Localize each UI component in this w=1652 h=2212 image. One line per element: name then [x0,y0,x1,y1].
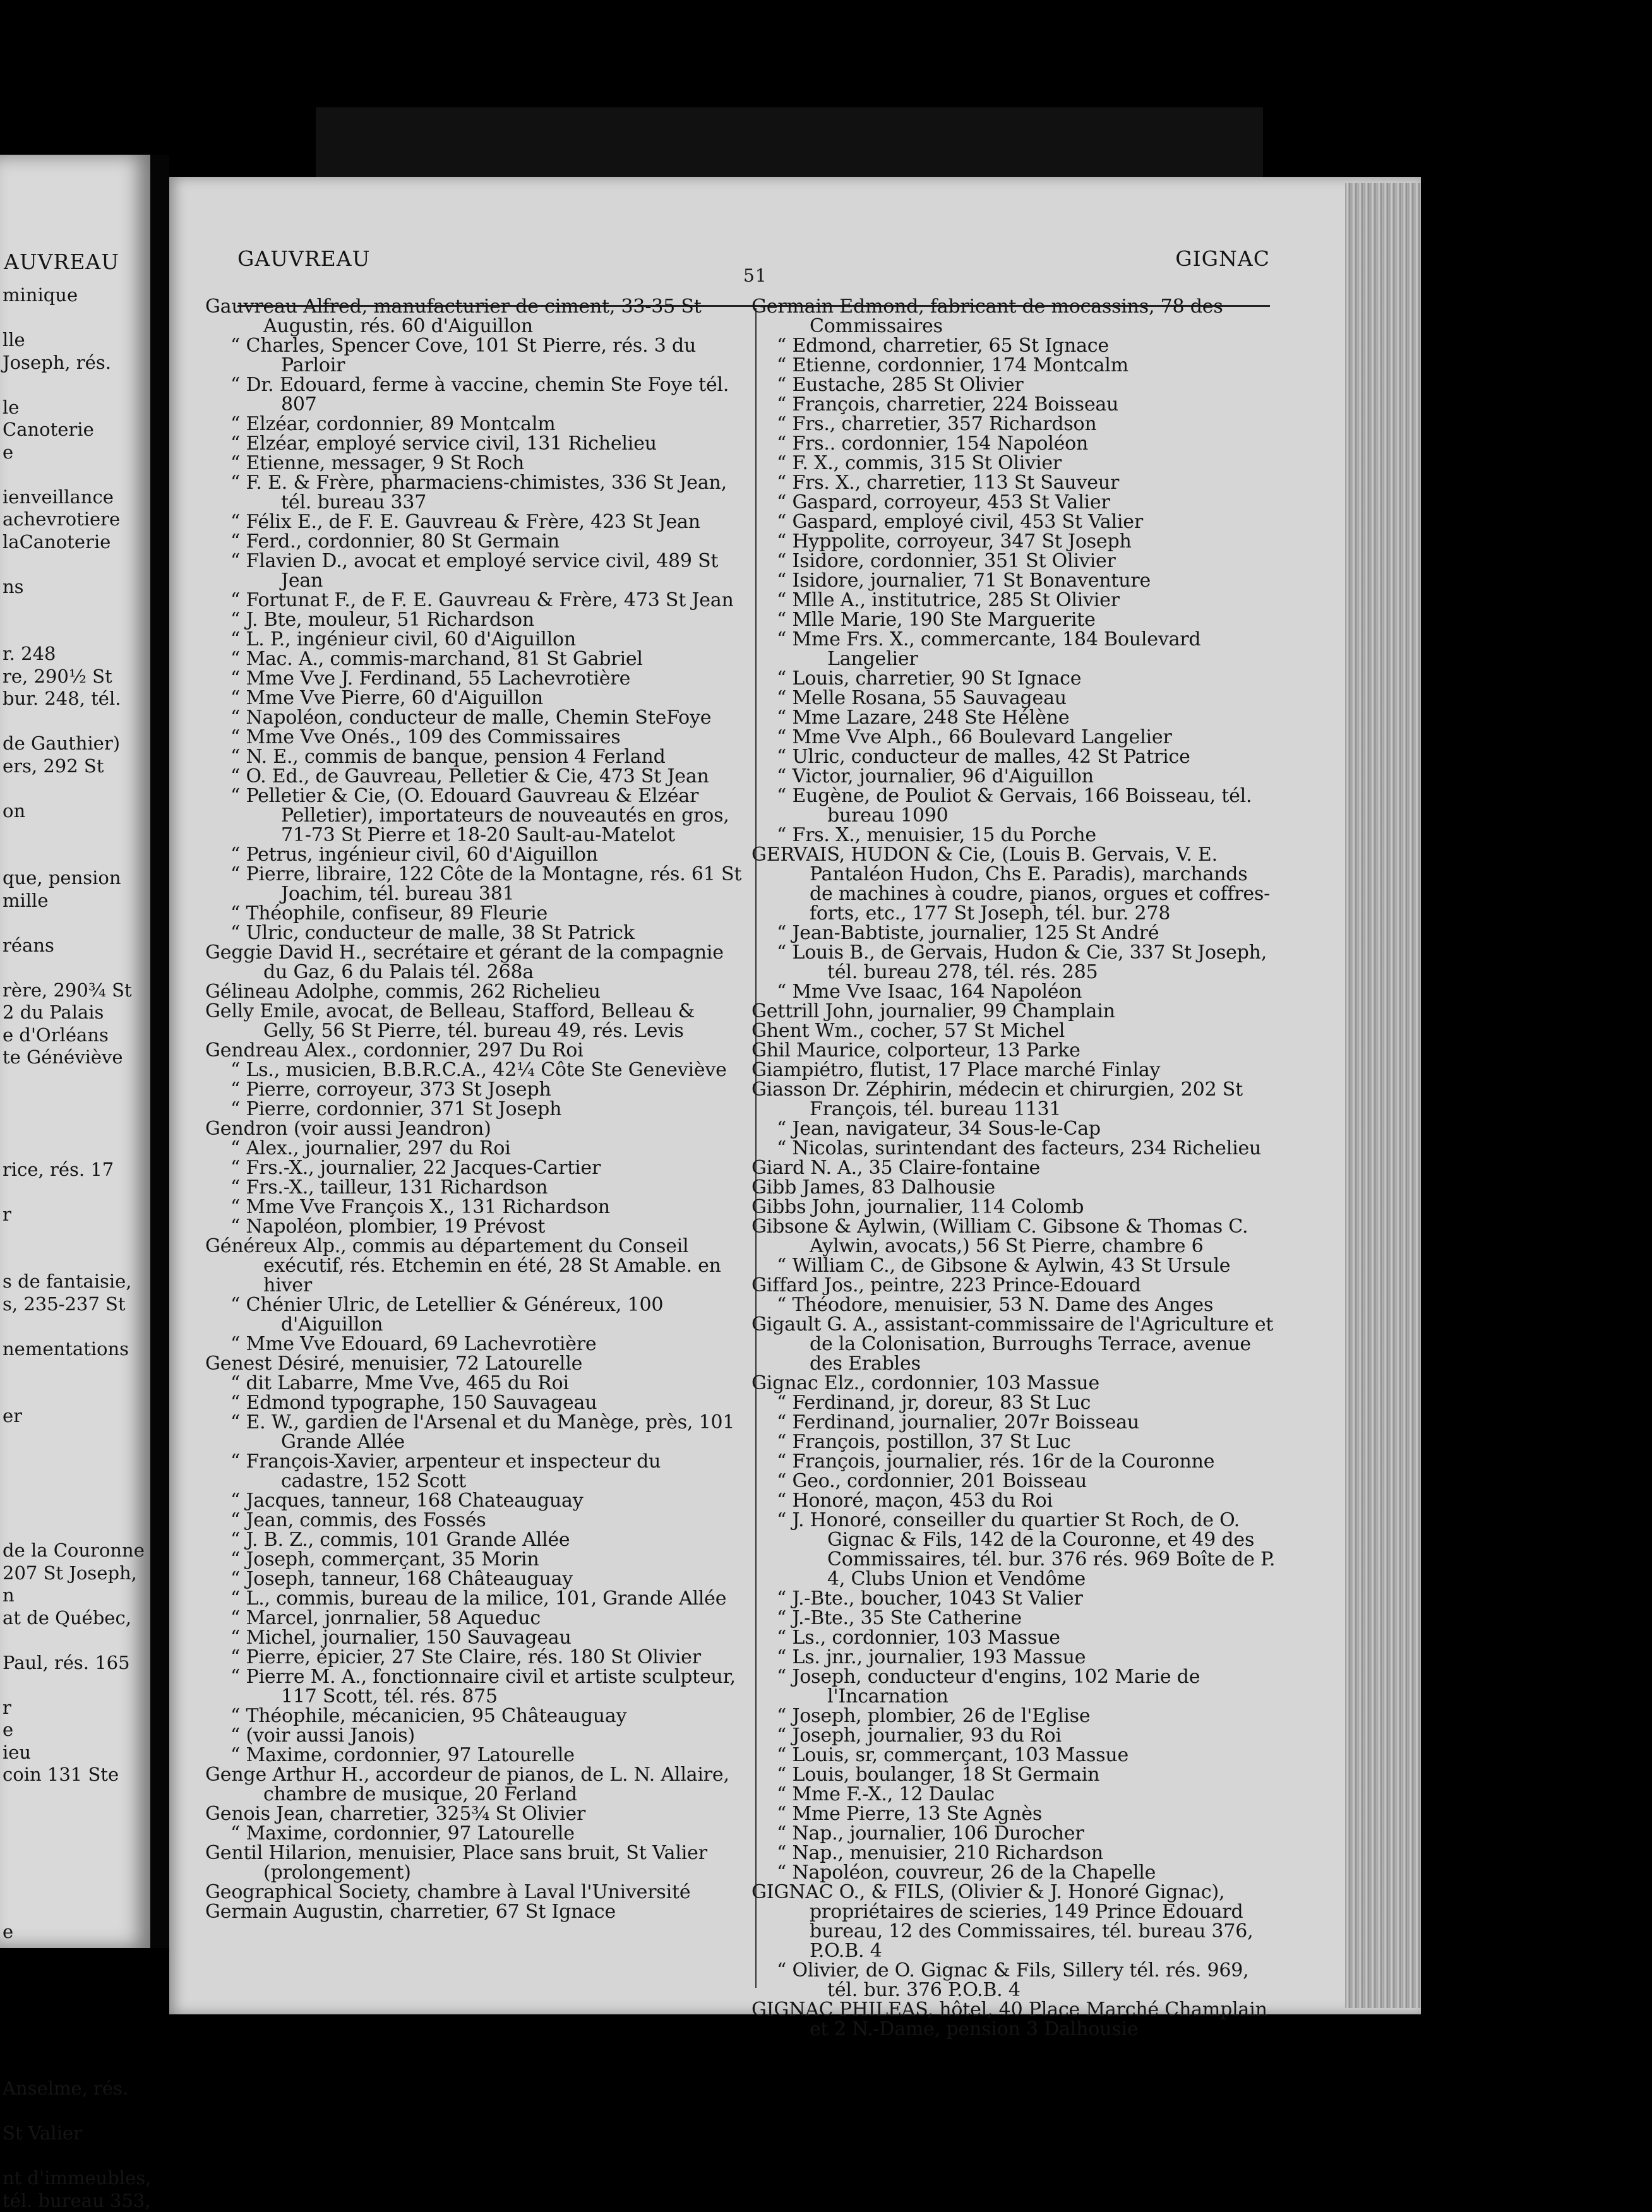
directory-entry: “ Maxime, cordonnier, 97 Latourelle [205,1824,750,1843]
facing-page-text [3,284,150,2212]
directory-entry: “ Pelletier & Cie, (O. Edouard Gauvreau & Elzéar Pelletier), importateurs de nouveautés en gros, 71-73 St Pierre et 18-20 Sault-au-Matelot [205,786,750,845]
facing-page-line [3,1853,150,1876]
directory-entry: “ J. B. Z., commis, 101 Grande Allée [205,1530,750,1550]
directory-entry: “ Louis, charretier, 90 St Ignace [751,669,1276,688]
directory-entry: “ Mlle A., institutrice, 285 St Olivier [751,590,1276,610]
facing-page-line [3,1181,150,1204]
directory-entry: Gentil Hilarion, menuisier, Place sans bruit, St Valier (prolongement) [205,1843,750,1882]
directory-entry: “ F. X., commis, 315 St Olivier [751,453,1276,473]
directory-entry: “ Petrus, ingénieur civil, 60 d'Aiguillon [205,845,750,864]
directory-entry: “ Elzéar, employé service civil, 131 Richelieu [205,434,750,453]
directory-entry: “ Mme Vve Edouard, 69 Lachevrotière [205,1334,750,1354]
directory-entry: “ Frs., charretier, 357 Richardson [751,414,1276,434]
facing-page-line [3,1428,150,1450]
directory-entry: “ Mac. A., commis-marchand, 81 St Gabriel [205,649,750,669]
directory-entry: “ Elzéar, cordonnier, 89 Montcalm [205,414,750,434]
facing-page-line [3,374,150,397]
directory-entry: “ L. P., ingénieur civil, 60 d'Aiguillon [205,630,750,649]
directory-entry: “ Pierre, libraire, 122 Côte de la Montagne, rés. 61 St Joachim, tél. bureau 381 [205,864,750,904]
directory-entry: “ J. Bte, mouleur, 51 Richardson [205,610,750,630]
directory-entry: “ Pierre, cordonnier, 371 St Joseph [205,1099,750,1119]
facing-page-line: s de fantaisie, [3,1270,150,1293]
facing-page-line: réans [3,935,150,957]
directory-entry: “ Napoléon, plombier, 19 Prévost [205,1217,750,1236]
facing-page-line [3,1360,150,1383]
facing-page-line [3,1248,150,1271]
facing-page-line [3,1674,150,1697]
directory-entry: “ Jacques, tanneur, 168 Chateauguay [205,1491,750,1510]
facing-page-line [3,845,150,868]
facing-page-line: rice, rés. 17 [3,1159,150,1181]
facing-page-line [3,1069,150,1092]
book-gutter [150,155,169,1948]
directory-entry: “ Ls. jnr., journalier, 193 Massue [751,1647,1276,1667]
scan-background-top [316,107,1263,183]
facing-page-line [3,1226,150,1248]
directory-entry: “ Nap., menuisier, 210 Richardson [751,1843,1276,1863]
directory-entry: “ Mme Vve J. Ferdinand, 55 Lachevrotière [205,669,750,688]
facing-page-line: nt d'immeubles, [3,2167,150,2190]
directory-entry: “ O. Ed., de Gauvreau, Pelletier & Cie, 473 St Jean [205,767,750,786]
directory-entry: “ Joseph, plombier, 26 de l'Eglise [751,1706,1276,1726]
directory-entry: “ Etienne, cordonnier, 174 Montcalm [751,356,1276,375]
facing-page-line [3,307,150,330]
facing-page-line [3,2055,150,2078]
facing-page-line [3,1136,150,1159]
directory-entry: Giard N. A., 35 Claire-fontaine [751,1158,1276,1178]
directory-entry: “ Mme Frs. X., commercante, 184 Boulevard Langelier [751,630,1276,669]
directory-column-right [751,297,1276,2039]
facing-page-line: e [3,1719,150,1742]
facing-page-line: de Gauthier) [3,732,150,755]
directory-entry: “ Théophile, confiseur, 89 Fleurie [205,904,750,923]
facing-page-line: 2 du Palais [3,1001,150,1024]
directory-entry: “ Joseph, commerçant, 35 Morin [205,1550,750,1569]
directory-entry: “ Ferd., cordonnier, 80 St Germain [205,532,750,551]
facing-page-line: rère, 290¾ St [3,979,150,1002]
directory-entry: “ Mme Vve Isaac, 164 Napoléon [751,982,1276,1001]
directory-entry: “ François, journalier, rés. 16r de la Couronne [751,1452,1276,1471]
directory-entry: “ Mme Vve Pierre, 60 d'Aiguillon [205,688,750,708]
facing-page-line [3,912,150,935]
directory-entry: “ Joseph, conducteur d'engins, 102 Marie de l'Incarnation [751,1667,1276,1706]
facing-page-line [3,1517,150,1540]
directory-entry: Gibsone & Aylwin, (William C. Gibsone & Thomas C. Aylwin, avocats,) 56 St Pierre, chambre 6 [751,1217,1276,1256]
facing-page-line [3,1786,150,1809]
directory-entry: “ Ulric, conducteur de malle, 38 St Patrick [205,923,750,943]
directory-entry: “ Joseph, journalier, 93 du Roi [751,1726,1276,1745]
directory-entry: “ Gaspard, employé civil, 453 St Valier [751,512,1276,532]
facing-page-line: bur. 248, tél. [3,688,150,710]
directory-entry: “ Frs. X., charretier, 113 St Sauveur [751,473,1276,493]
facing-page-line: Paul, rés. 165 [3,1652,150,1675]
directory-entry: “ E. W., gardien de l'Arsenal et du Manège, près, 101 Grande Allée [205,1413,750,1452]
directory-entry: “ Marcel, jonrnalier, 58 Aqueduc [205,1608,750,1628]
facing-page-line [3,710,150,733]
facing-page-line [3,1808,150,1831]
directory-entry: Gettrill John, journalier, 99 Champlain [751,1001,1276,1021]
directory-entry: “ Fortunat F., de F. E. Gauvreau & Frère, 473 St Jean [205,590,750,610]
directory-entry: “ Jean, commis, des Fossés [205,1510,750,1530]
facing-page-line: ienveillance [3,486,150,509]
directory-entry: “ Isidore, cordonnier, 351 St Olivier [751,551,1276,571]
facing-page-line: le [3,397,150,419]
directory-entry: “ Pierre, corroyeur, 373 St Joseph [205,1080,750,1099]
directory-entry: Gendron (voir aussi Jeandron) [205,1119,750,1139]
facing-page-line: minique [3,284,150,307]
facing-page-line: Canoterie [3,419,150,441]
directory-entry: “ Mme Vve François X., 131 Richardson [205,1197,750,1217]
facing-page-line: e [3,1921,150,1944]
directory-entry: Gauvreau Alfred, manufacturier de ciment, 33-35 St Augustin, rés. 60 d'Aiguillon [205,297,750,336]
directory-entry: Genest Désiré, menuisier, 72 Latourelle [205,1354,750,1373]
directory-entry: “ Nicolas, surintendant des facteurs, 234 Richelieu [751,1139,1276,1158]
directory-entry: “ Mme Pierre, 13 Ste Agnès [751,1804,1276,1824]
directory-entry: Gigault G. A., assistant-commissaire de l'Agriculture et de la Colonisation, Burroughs Terrace, avenue des Erables [751,1315,1276,1373]
running-head-right: GIGNAC [1175,246,1270,271]
facing-page-running-head: AUVREAU [4,249,119,274]
facing-page-line [3,2145,150,2168]
directory-entry: “ Mme Vve Onés., 109 des Commissaires [205,727,750,747]
directory-entry: “ Alex., journalier, 297 du Roi [205,1139,750,1158]
facing-page-line [3,777,150,800]
facing-page-line: ns [3,576,150,599]
directory-entry: Germain Edmond, fabricant de mocassins, 78 des Commissaires [751,297,1276,336]
directory-entry: “ Charles, Spencer Cove, 101 St Pierre, rés. 3 du Parloir [205,336,750,375]
directory-entry: “ Dr. Edouard, ferme à vaccine, chemin Ste Foye tél. 807 [205,375,750,414]
directory-entry: Gibb James, 83 Dalhousie [751,1178,1276,1197]
facing-page-line [3,822,150,845]
directory-entry: Gendreau Alex., cordonnier, 297 Du Roi [205,1041,750,1060]
directory-entry: “ Geo., cordonnier, 201 Boisseau [751,1471,1276,1491]
directory-entry: “ Frs.-X., tailleur, 131 Richardson [205,1178,750,1197]
facing-page-line [3,2033,150,2055]
directory-entry: “ Eugène, de Pouliot & Gervais, 166 Boisseau, tél. bureau 1090 [751,786,1276,825]
directory-entry: “ Théophile, mécanicien, 95 Châteauguay [205,1706,750,1726]
directory-entry: “ François, postillon, 37 St Luc [751,1432,1276,1452]
directory-entry: “ Joseph, tanneur, 168 Châteauguay [205,1569,750,1589]
facing-page-line [3,1876,150,1899]
facing-page-line: r. 248 [3,643,150,666]
facing-page-line [3,1450,150,1473]
facing-page-line: laCanoterie [3,531,150,554]
facing-page-line [3,2011,150,2033]
directory-entry: “ Chénier Ulric, de Letellier & Généreux, 100 d'Aiguillon [205,1295,750,1334]
facing-page-line: s, 235-237 St [3,1293,150,1316]
directory-entry: “ J. Honoré, conseiller du quartier St Roch, de O. Gignac & Fils, 142 de la Couronne, et 49 des Commissaires, tél. bur. 376 rés. 969 Boîte de P. 4, Clubs Union et Vendôme [751,1510,1276,1589]
directory-entry: Genois Jean, charretier, 325¾ St Olivier [205,1804,750,1824]
facing-page-line [3,1629,150,1652]
directory-entry: “ Mme F.-X., 12 Daulac [751,1785,1276,1804]
facing-page-line [3,621,150,643]
directory-entry: Giffard Jos., peintre, 223 Prince-Edouard [751,1276,1276,1295]
directory-entry: Geggie David H., secrétaire et gérant de la compagnie du Gaz, 6 du Palais tél. 268a [205,943,750,982]
facing-page-line: tél. bureau 353, [3,2190,150,2212]
facing-page-line: de la Couronne [3,1539,150,1562]
directory-entry: “ Ulric, conducteur de malles, 42 St Patrice [751,747,1276,767]
facing-page-line [3,1383,150,1406]
facing-page-line: Joseph, rés. [3,352,150,374]
facing-page-line [3,957,150,979]
directory-entry: “ François, charretier, 224 Boisseau [751,395,1276,414]
directory-entry: Geographical Society, chambre à Laval l'Université [205,1882,750,1902]
directory-entry: Genge Arthur H., accordeur de pianos, de L. N. Allaire, chambre de musique, 20 Ferland [205,1765,750,1804]
facing-page-line [3,1898,150,1921]
directory-entry: “ Melle Rosana, 55 Sauvageau [751,688,1276,708]
facing-page-line: e [3,441,150,464]
facing-page-line [3,1495,150,1517]
directory-entry: “ Napoléon, couvreur, 26 de la Chapelle [751,1863,1276,1882]
directory-entry: “ Frs.-X., journalier, 22 Jacques-Cartier [205,1158,750,1178]
facing-page-line: n [3,1584,150,1607]
page-edges [1345,183,1421,2008]
directory-entry: GIGNAC O., & FILS, (Olivier & J. Honoré Gignac), propriétaires de scieries, 149 Prince Edouard bureau, 12 des Commissaires, tél. bureau 376, P.O.B. 4 [751,1882,1276,1961]
directory-entry: “ Mlle Marie, 190 Ste Marguerite [751,610,1276,630]
directory-entry: “ François-Xavier, arpenteur et inspecteur du cadastre, 152 Scott [205,1452,750,1491]
facing-page-line [3,1091,150,1114]
directory-entry: “ Ls., musicien, B.B.R.C.A., 42¼ Côte Ste Geneviève [205,1060,750,1080]
running-head-left: GAUVREAU [237,246,370,271]
directory-entry: Giasson Dr. Zéphirin, médecin et chirurgien, 202 St François, tél. bureau 1131 [751,1080,1276,1119]
directory-entry: Gelly Emile, avocat, de Belleau, Stafford, Belleau & Gelly, 56 St Pierre, tél. bureau 49, rés. Levis [205,1001,750,1041]
facing-page-line [3,2100,150,2123]
directory-entry: “ Napoléon, conducteur de malle, Chemin SteFoye [205,708,750,727]
facing-page-line: ieu [3,1742,150,1764]
directory-column-left [205,297,750,1922]
directory-entry: Généreux Alp., commis au département du Conseil exécutif, rés. Etchemin en été, 28 St Amable. en hiver [205,1236,750,1295]
facing-page-line: r [3,1204,150,1226]
facing-page-line [3,463,150,486]
directory-entry: “ Frs. X., menuisier, 15 du Porche [751,825,1276,845]
directory-entry: Ghent Wm., cocher, 57 St Michel [751,1021,1276,1041]
facing-page-line: ers, 292 St [3,755,150,778]
directory-entry: Gélineau Adolphe, commis, 262 Richelieu [205,982,750,1001]
facing-page-line [3,1114,150,1137]
facing-page-fragment [0,155,150,1948]
directory-entry: “ Louis, sr, commerçant, 103 Massue [751,1745,1276,1765]
facing-page-line: te Généviève [3,1046,150,1069]
directory-entry: “ Pierre M. A., fonctionnaire civil et artiste sculpteur, 117 Scott, tél. rés. 875 [205,1667,750,1706]
directory-entry: GERVAIS, HUDON & Cie, (Louis B. Gervais, V. E. Pantaléon Hudon, Chs E. Paradis), marchands de machines à coudre, pianos, orgues et coffres-forts, etc., 177 St Joseph, tél. bur. 278 [751,845,1276,923]
facing-page-line [3,1966,150,1988]
directory-entry: “ Etienne, messager, 9 St Roch [205,453,750,473]
directory-entry: “ Louis, boulanger, 18 St Germain [751,1765,1276,1785]
facing-page-line: achevrotiere [3,508,150,531]
directory-entry: “ Edmond, charretier, 65 St Ignace [751,336,1276,356]
facing-page-line: e d'Orléans [3,1024,150,1047]
directory-entry: “ Olivier, de O. Gignac & Fils, Sillery tél. rés. 969, tél. bur. 376 P.O.B. 4 [751,1961,1276,2000]
directory-entry: “ Pierre, épicier, 27 Ste Claire, rés. 180 St Olivier [205,1647,750,1667]
directory-entry: “ Ls., cordonnier, 103 Massue [751,1628,1276,1647]
directory-entry: “ Jean-Babtiste, journalier, 125 St André [751,923,1276,943]
facing-page-line: er [3,1405,150,1428]
facing-page-line: on [3,800,150,823]
directory-entry: “ Ferdinand, jr, doreur, 83 St Luc [751,1393,1276,1413]
directory-entry: “ Flavien D., avocat et employé service civil, 489 St Jean [205,551,750,590]
directory-entry: “ Jean, navigateur, 34 Sous-le-Cap [751,1119,1276,1139]
facing-page-line: coin 131 Ste [3,1764,150,1786]
directory-entry: “ Gaspard, corroyeur, 453 St Valier [751,493,1276,512]
facing-page-line: 207 St Joseph, [3,1562,150,1585]
directory-entry: “ J.-Bte., boucher, 1043 St Valier [751,1589,1276,1608]
facing-page-line: nementations [3,1338,150,1361]
directory-entry: “ F. E. & Frère, pharmaciens-chimistes, 336 St Jean, tél. bureau 337 [205,473,750,512]
facing-page-line: r [3,1697,150,1719]
directory-entry: “ Nap., journalier, 106 Durocher [751,1824,1276,1843]
directory-entry: Gignac Elz., cordonnier, 103 Massue [751,1373,1276,1393]
facing-page-line: mille [3,890,150,912]
directory-entry: Giampiétro, flutist, 17 Place marché Finlay [751,1060,1276,1080]
facing-page-line [3,1315,150,1338]
directory-entry: “ Ferdinand, journalier, 207r Boisseau [751,1413,1276,1432]
facing-page-line: re, 290½ St [3,666,150,688]
facing-page-line: at de Québec, [3,1607,150,1630]
directory-entry: “ Louis B., de Gervais, Hudon & Cie, 337 St Joseph, tél. bureau 278, tél. rés. 285 [751,943,1276,982]
directory-entry: “ Félix E., de F. E. Gauvreau & Frère, 423 St Jean [205,512,750,532]
directory-entry: Gibbs John, journalier, 114 Colomb [751,1197,1276,1217]
facing-page-line: lle [3,329,150,352]
facing-page-line [3,1473,150,1495]
directory-entry: Germain Augustin, charretier, 67 St Ignace [205,1902,750,1922]
directory-entry: “ Frs.. cordonnier, 154 Napoléon [751,434,1276,453]
facing-page-line [3,1831,150,1854]
directory-entry: “ Honoré, maçon, 453 du Roi [751,1491,1276,1510]
directory-entry: “ Edmond typographe, 150 Sauvageau [205,1393,750,1413]
facing-page-line [3,1988,150,2011]
directory-entry: “ (voir aussi Janois) [205,1726,750,1745]
directory-entry: “ Michel, journalier, 150 Sauvageau [205,1628,750,1647]
directory-entry: “ Théodore, menuisier, 53 N. Dame des Anges [751,1295,1276,1315]
directory-entry: GIGNAC PHILEAS, hôtel, 40 Place Marché Champlain et 2 N.-Dame, pension 3 Dalhousie [751,2000,1276,2039]
directory-entry: “ dit Labarre, Mme Vve, 465 du Roi [205,1373,750,1393]
directory-entry: “ Mme Vve Alph., 66 Boulevard Langelier [751,727,1276,747]
facing-page-line: St Valier [3,2122,150,2145]
directory-entry: “ J.-Bte., 35 Ste Catherine [751,1608,1276,1628]
directory-entry: “ L., commis, bureau de la milice, 101, Grande Allée [205,1589,750,1608]
page-number: 51 [743,265,767,286]
directory-entry: “ Victor, journalier, 96 d'Aiguillon [751,767,1276,786]
facing-page-line [3,598,150,621]
directory-entry: “ William C., de Gibsone & Aylwin, 43 St Ursule [751,1256,1276,1276]
facing-page-line: Anselme, rés. [3,2077,150,2100]
directory-entry: “ Hyppolite, corroyeur, 347 St Joseph [751,532,1276,551]
directory-entry: “ Mme Lazare, 248 Ste Hélène [751,708,1276,727]
directory-entry: “ N. E., commis de banque, pension 4 Ferland [205,747,750,767]
directory-entry: “ Eustache, 285 St Olivier [751,375,1276,395]
directory-entry: “ Maxime, cordonnier, 97 Latourelle [205,1745,750,1765]
directory-entry: Ghil Maurice, colporteur, 13 Parke [751,1041,1276,1060]
facing-page-line [3,553,150,576]
directory-entry: “ Isidore, journalier, 71 St Bonaventure [751,571,1276,590]
facing-page-line [3,1943,150,1966]
facing-page-line: que, pension [3,867,150,890]
